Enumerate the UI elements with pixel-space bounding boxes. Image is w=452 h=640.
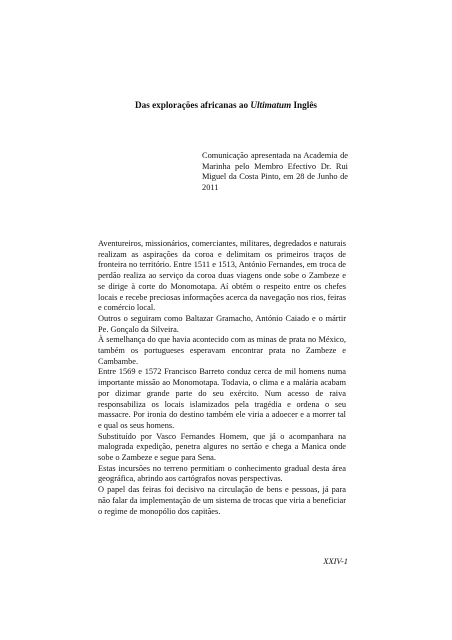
title-prefix: Das explorações africanas ao xyxy=(135,100,251,110)
paragraph-explorers: Aventureiros, missionários, comerciantes, militares, degredados e naturais realizam as aspirações da coroa e delimitam os primeiros traços de fronteira no território. Entre 1511 e 1513, António Fernandes, em troca de perdão realiza ao serviço da coroa duas viagens onde sobe o Zambeze e se dirige à corte do Monomotapa. Aí obtém o respeito entre os chefes locais e recebe preciosas informações acerca da navegação nos rios, feiras e comércio local. xyxy=(98,239,346,313)
document-title xyxy=(0,99,452,111)
paragraph-incursions: Estas incursões no terreno permitiam o conhecimento gradual desta área geográfica, abrindo aos cartógrafos novas perspectivas. xyxy=(98,463,346,484)
paragraph-fairs: O papel das feiras foi decisivo na circulação de bens e pessoas, já para não falar da implementação de um sistema de trocas que viria a beneficiar o regime de monopólio dos capitães. xyxy=(98,485,346,516)
communication-note: Comunicação apresentada na Academia de Marinha pelo Membro Efectivo Dr. Rui Miguel da Costa Pinto, em 28 de Junho de 2011 xyxy=(202,151,348,192)
paragraph-barreto: Entre 1569 e 1572 Francisco Barreto conduz cerca de mil homens numa importante missão ao Monomotapa. Todavia, o clima e a malária acabam por dizimar grande parte do seu exército. Num acesso de raiva responsabiliza os locais islamizados pela tragédia e ordena o seu massacre. Por ironia do destino também ele viria a adoecer e a morrer tal e qual os seus homens. xyxy=(98,367,346,430)
paragraph-followers: Outros o seguiram como Baltazar Gramacho, António Caiado e o mártir Pe. Gonçalo da Silveira. xyxy=(98,313,346,334)
title-italic-word: Ultimatum xyxy=(250,100,292,110)
body-text xyxy=(98,239,346,517)
page-number: XXIV-1 xyxy=(323,557,348,566)
title-suffix: Inglês xyxy=(291,100,317,110)
paragraph-silver: À semelhança do que havia acontecido com as minas de prata no México, também os portugueses esperavam encontrar prata no Zambeze e Cambambe. xyxy=(98,335,346,366)
paragraph-homem: Substituído por Vasco Fernandes Homem, que já o acompanhara na malograda expedição, penetra algures no sertão e chega a Manica onde sobe o Zambeze e segue para Sena. xyxy=(98,431,346,463)
